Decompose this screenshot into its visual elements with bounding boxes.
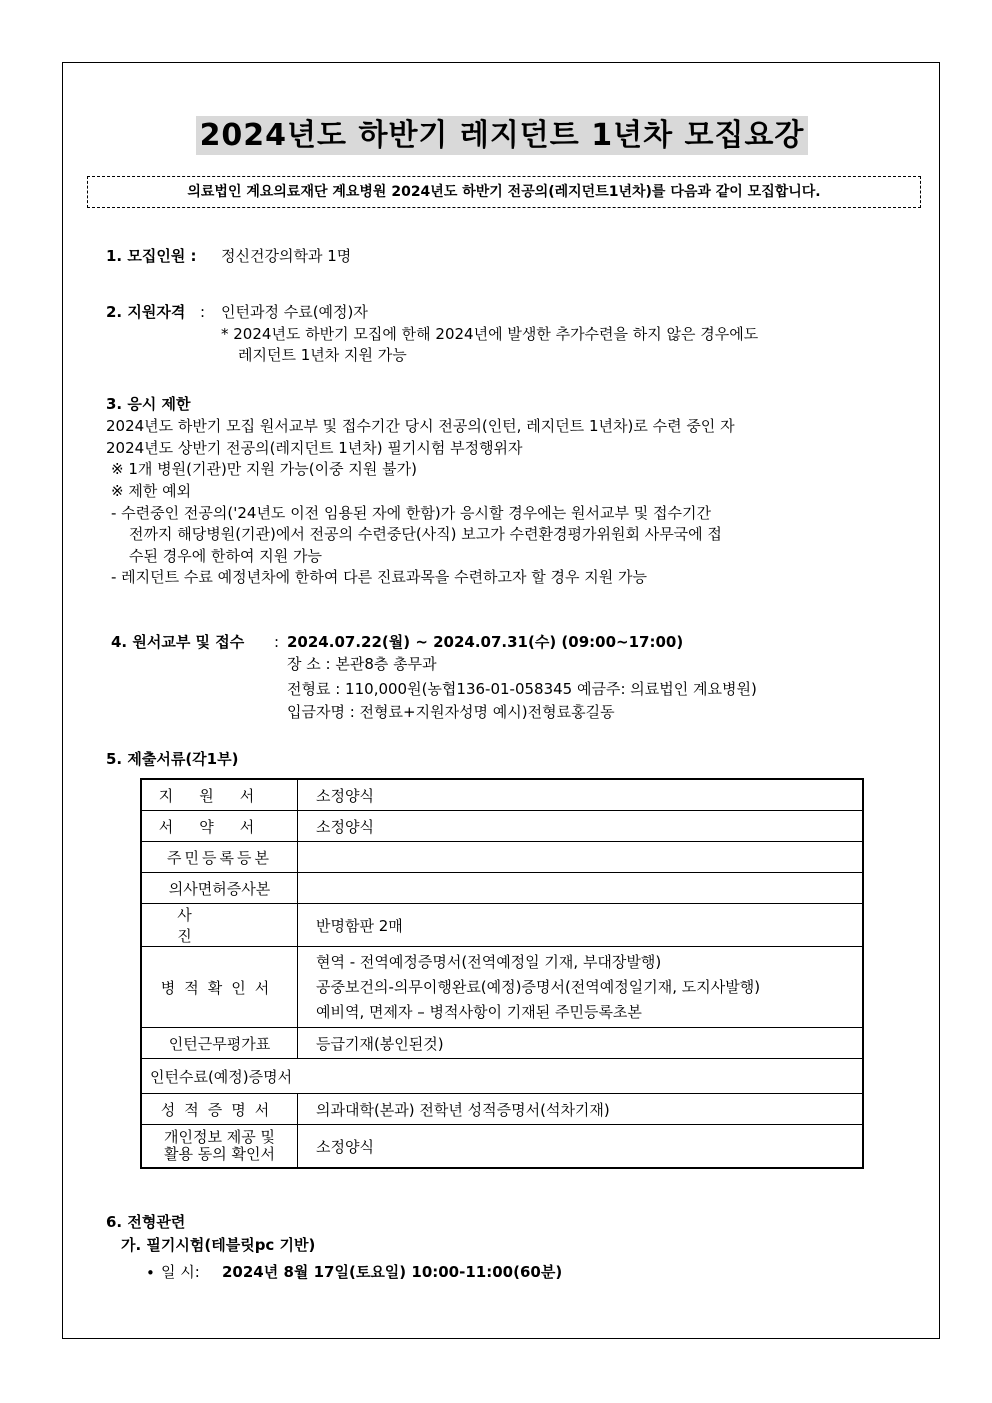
table-row (141, 1059, 863, 1094)
doc-name: 성적증명서 (141, 1094, 298, 1125)
intro-box: 의료법인 계요의료재단 계요병원 2024년도 하반기 전공의(레지던트1년차)를 다음과 같이 모집합니다. (87, 176, 921, 208)
section-3-label: 3. 응시 제한 (106, 395, 191, 413)
bullet-icon: • (146, 1264, 155, 1282)
document-frame (62, 62, 940, 1339)
section-3-line: 수된 경우에 한하여 지원 가능 (129, 547, 322, 565)
table-row (141, 1125, 863, 1169)
section-4-label: 4. 원서교부 및 접수 (111, 633, 245, 651)
section-3-line: 2024년도 하반기 모집 원서교부 및 접수기간 당시 전공의(인턴, 레지던트 1년차)로 수련 중인 자 (106, 417, 735, 435)
section-3-line: 2024년도 상반기 전공의(레지던트 1년차) 필기시험 부정행위자 (106, 439, 523, 457)
section-2-label: 2. 지원자격 (106, 303, 186, 321)
section-6-time-label: 일 시: (161, 1263, 200, 1281)
doc-name: 의사면허증사본 (141, 873, 298, 904)
section-3-line: ※ 1개 병원(기관)만 지원 가능(이중 지원 불가) (111, 460, 417, 478)
table-row (141, 1094, 863, 1125)
section-3-line: - 수련중인 전공의('24년도 이전 임용된 자에 한함)가 응시할 경우에는 원서교부 및 접수기간 (111, 504, 711, 522)
section-3-line: 전까지 해당병원(기관)에서 전공의 수련중단(사직) 보고가 수련환경평가위원회 사무국에 접 (129, 525, 722, 543)
section-4-place: 장 소 : 본관8층 총무과 (287, 655, 437, 673)
section-4-fee: 전형료 : 110,000원(농협136-01-058345 예금주: 의료법인 계요병원) (287, 680, 757, 698)
section-6-sub: 가. 필기시험(테블릿pc 기반) (121, 1236, 316, 1254)
doc-name-line: 활용 동의 확인서 (164, 1145, 275, 1163)
doc-name: 주민등록등본 (141, 842, 298, 873)
doc-name: 인턴수료(예정)증명서 (141, 1059, 863, 1094)
doc-name: 인턴근무평가표 (141, 1028, 298, 1059)
section-2-note-2: 레지던트 1년차 지원 가능 (238, 346, 407, 364)
section-4-colon: : (274, 633, 280, 651)
section-3-line: ※ 제한 예외 (111, 482, 192, 500)
section-2-colon: : (200, 303, 206, 321)
doc-note (298, 842, 864, 873)
section-1-value: 정신건강의학과 1명 (221, 247, 352, 265)
doc-note-line: 공중보건의-의무이행완료(예정)증명서(전역예정일기재, 도지사발행) (316, 977, 761, 996)
table-row (141, 947, 863, 1028)
doc-name: 지원서 (141, 779, 298, 811)
doc-note (298, 873, 864, 904)
section-4-depositor: 입금자명 : 전형료+지원자성명 예시)전형료홍길동 (287, 703, 615, 721)
doc-note (298, 947, 864, 1028)
section-2-value: 인턴과정 수료(예정)자 (221, 303, 368, 321)
doc-name-line: 개인정보 제공 및 (164, 1128, 275, 1146)
doc-name: 서약서 (141, 811, 298, 842)
doc-name: 사진 (141, 904, 298, 947)
doc-note: 의과대학(본과) 전학년 성적증명서(석차기재) (298, 1094, 864, 1125)
doc-note-line: 현역 - 전역예정증명서(전역예정일 기재, 부대장발행) (316, 952, 662, 971)
section-5-label: 5. 제출서류(각1부) (106, 750, 239, 768)
section-2-note-1: * 2024년도 하반기 모집에 한해 2024년에 발생한 추가수련을 하지 않은 경우에도 (221, 325, 759, 343)
doc-name: 병적확인서 (141, 947, 298, 1028)
doc-note-line: 예비역, 면제자 – 병적사항이 기재된 주민등록초본 (316, 1002, 642, 1021)
doc-note: 소정양식 (298, 1125, 864, 1169)
section-6-time-value: 2024년 8월 17일(토요일) 10:00-11:00(60분) (222, 1263, 563, 1281)
section-6-label: 6. 전형관련 (106, 1213, 186, 1231)
table-row (141, 779, 863, 811)
doc-note: 등급기재(봉인된것) (298, 1028, 864, 1059)
section-1-label: 1. 모집인원 : (106, 247, 197, 265)
page-title (63, 118, 941, 153)
table-row (141, 904, 863, 947)
table-row (141, 1028, 863, 1059)
doc-note: 소정양식 (298, 811, 864, 842)
doc-note: 소정양식 (298, 779, 864, 811)
documents-table (140, 778, 864, 1169)
section-4-period: 2024.07.22(월) ~ 2024.07.31(수) (09:00~17:00) (287, 633, 684, 651)
table-row (141, 811, 863, 842)
section-3-line: - 레지던트 수료 예정년차에 한하여 다른 진료과목을 수련하고자 할 경우 지원 가능 (111, 568, 648, 586)
table-row (141, 842, 863, 873)
doc-name (141, 1125, 298, 1169)
doc-note: 반명함판 2매 (298, 904, 864, 947)
title-text: 2024년도 하반기 레지던트 1년차 모집요강 (196, 116, 809, 155)
table-row (141, 873, 863, 904)
